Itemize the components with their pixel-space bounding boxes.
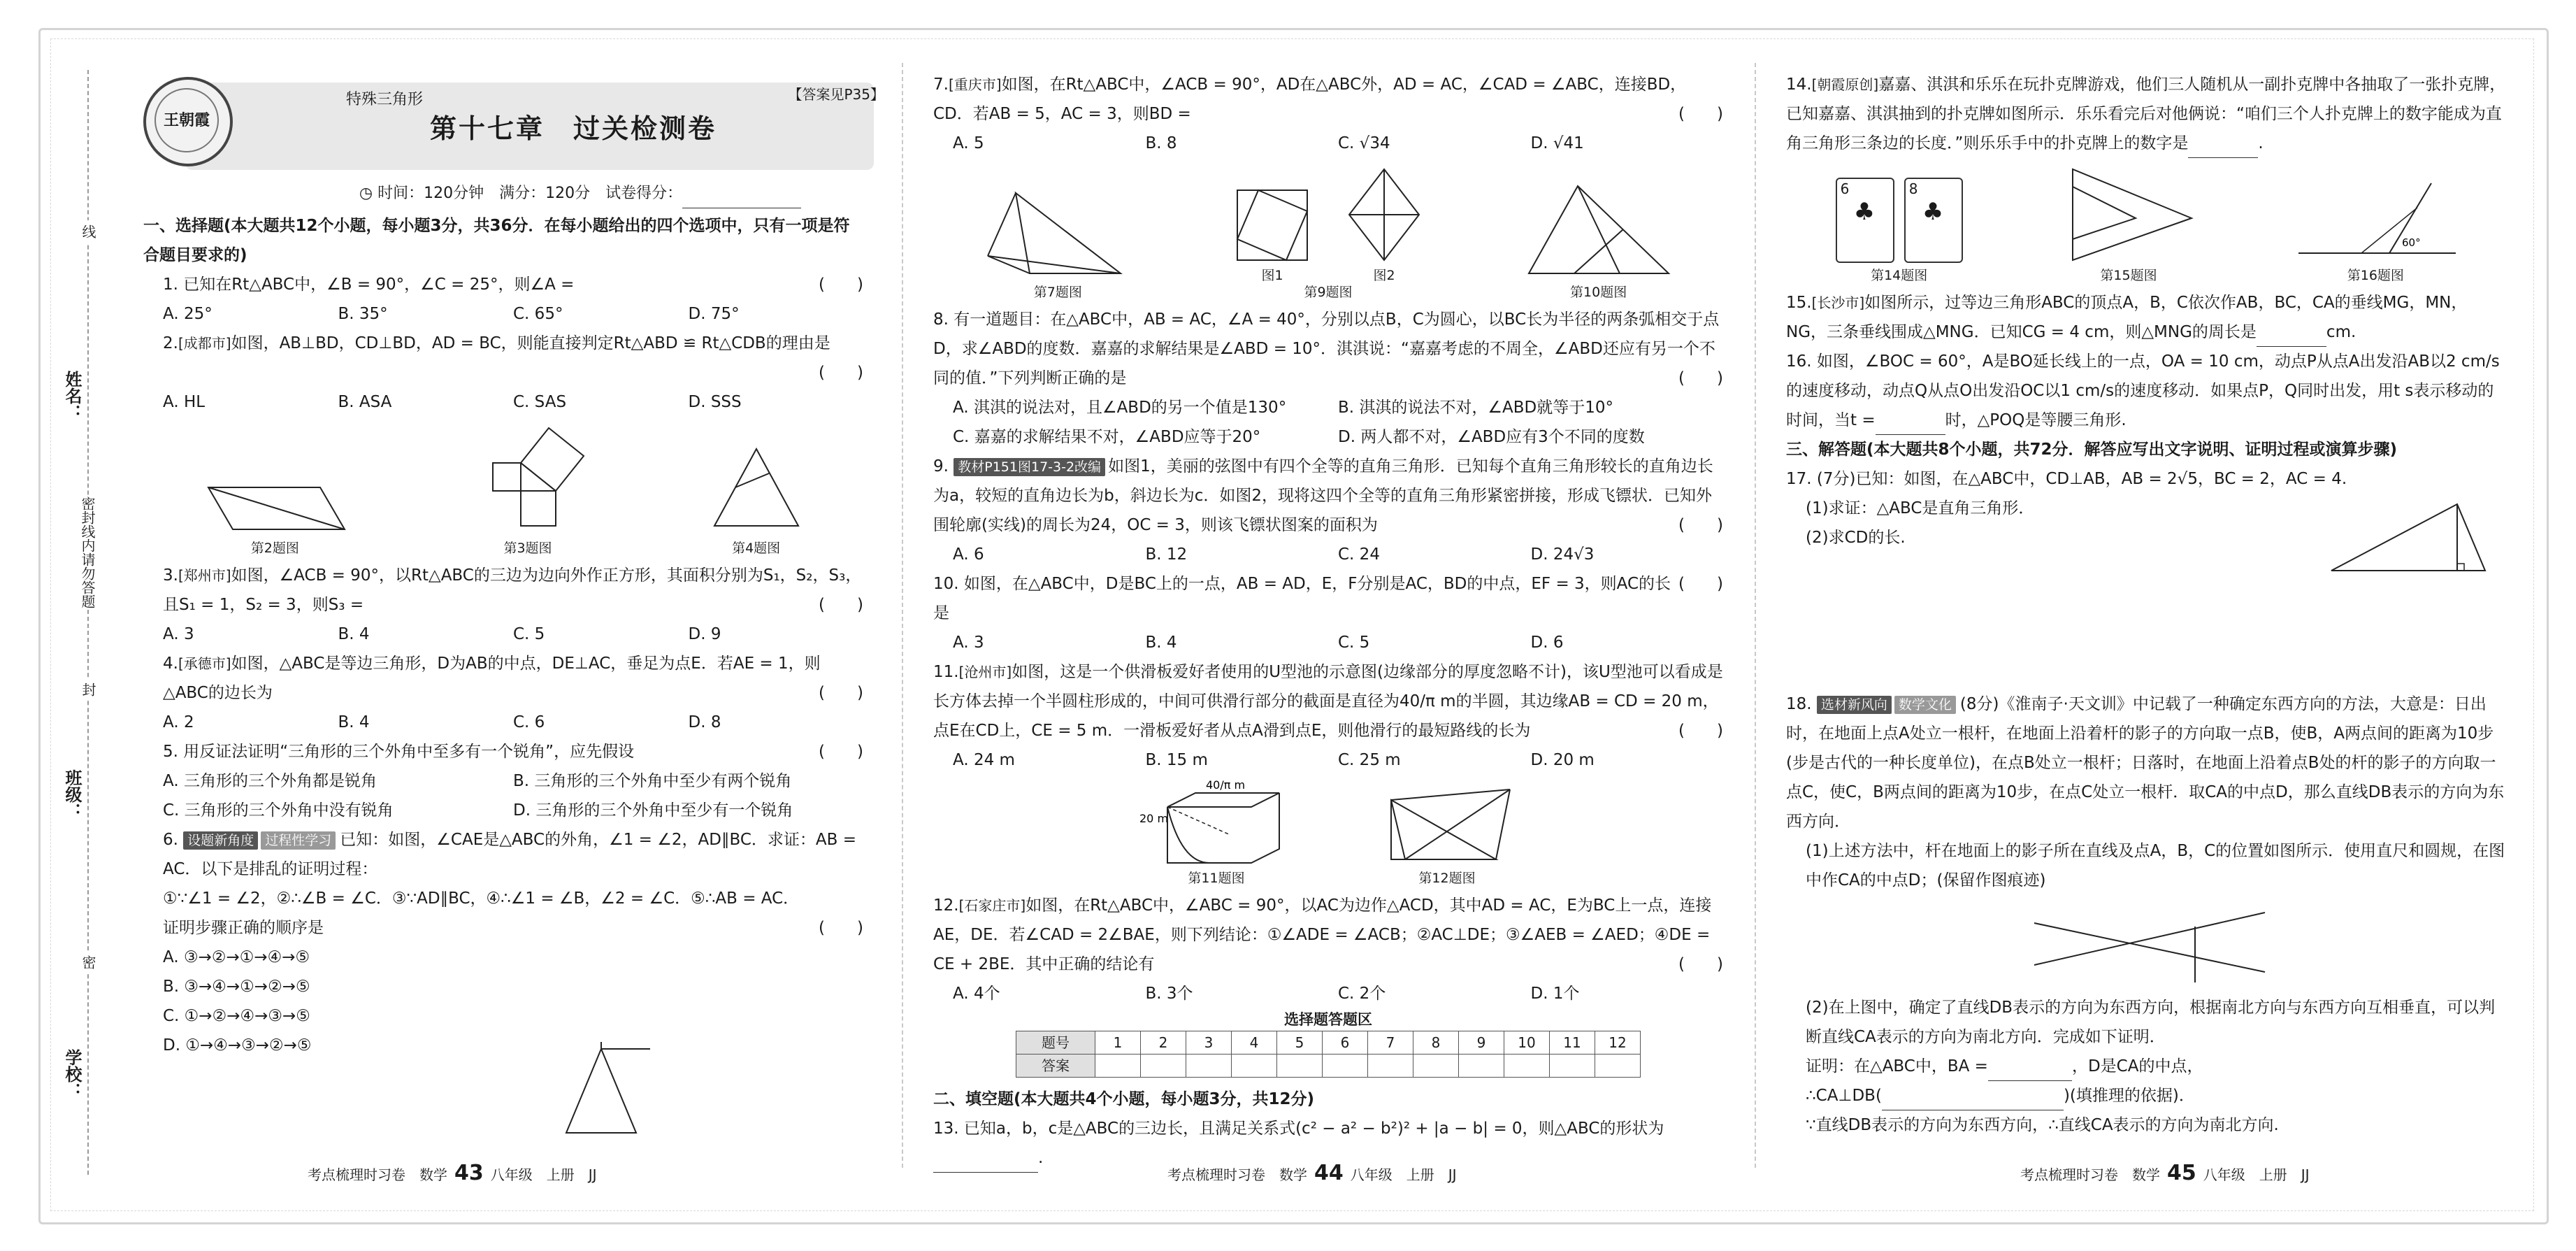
tag-badge: 设题新角度 [183,831,258,850]
proof-line-2: ∴CA⊥DB( )(填推理的依据)． [1786,1081,2506,1110]
question-4-options [143,708,863,737]
title-banner [185,83,884,170]
club-suit-icon: ♣ [1853,198,1876,226]
proof-steps: ①∵∠1 = ∠2，②∴∠B = ∠C．③∵AD∥BC，④∴∠1 = ∠B，∠2 = ∠C．⑤∴AB = AC． [163,889,800,908]
answer-table-answer-row: 答案 [1016,1055,1641,1078]
option-d[interactable]: D. 1个 [1530,985,1580,1003]
answer-space-17[interactable] [1786,585,2506,689]
page-number: 45 [2167,1161,2196,1185]
figure-q7: 第7题图 [981,179,1135,301]
figures-2-4 [143,421,863,557]
proof-line-1: 证明：在△ABC中，BA = ，D是CA的中点， [1786,1052,2506,1081]
option-a[interactable]: A. 24 m [953,751,1015,769]
option-d[interactable]: D. 6 [1530,634,1564,652]
option-c[interactable]: C. 5 [513,625,545,643]
club-suit-icon: ♣ [1922,198,1944,226]
figure-q14: 6 ♣ 8 ♣ 第14题图 [1833,178,1966,284]
option-d[interactable]: D. 9 [688,625,721,643]
answer-cell[interactable] [1504,1055,1550,1078]
question-4: 4.[承德市]如图，△ABC是等边三角形，D为AB的中点，DE⊥AC，垂足为点E．若AE = 1，则△ABC的边长为 ( ) [163,655,863,702]
binding-mark-secret: 密 [78,951,99,973]
option-a[interactable]: A. 三角形的三个外角都是锐角 [163,772,377,790]
question-7: 7.[重庆市]如图，在Rt△ABC中，∠ACB = 90°，AD在△ABC外，AD = AC，∠CAD = ∠ABC，连接BD，CD．若AB = 5，AC = 3，则BD = ( ) [933,76,1723,123]
question-11-options [933,745,1723,775]
option-a[interactable]: A. ③→②→①→④→⑤ [163,948,310,966]
question-5-options [143,766,863,825]
clock-icon: ◷ [359,185,378,202]
answer-blank[interactable] [1988,1062,2072,1081]
option-a[interactable]: A. 3 [163,625,194,643]
answer-cell[interactable] [1277,1055,1323,1078]
question-8-options [933,393,1723,452]
question-12-options [933,979,1723,1008]
answer-table-header-row: 题号 1 2 3 4 5 6 7 8 9 10 11 12 [1016,1031,1641,1055]
option-b[interactable]: B. 4 [1145,634,1177,652]
chapter-title: 第十七章 过关检测卷 [430,113,717,144]
answer-cell[interactable] [1141,1055,1186,1078]
tag-badge: 数学文化 [1894,696,1956,714]
page-separator [902,63,903,1168]
figure-q11: 40/π m 20 m 第11题图 [1139,779,1293,887]
option-c[interactable]: C. 24 [1338,545,1380,564]
question-9-options [933,540,1723,569]
page-footer-45: 考点梳理时习卷 数学 45 八年级 上册 JJ [2020,1161,2310,1185]
question-16: 16. 如图，∠BOC = 60°，A是BO延长线上的一点，OA = 10 cm，动点P从点A出发沿AB以2 cm/s的速度移动，动点Q从点O出发沿OC以1 cm/s的速度移动．如果点P，Q同时出发，用t s表示移动的时间，当t = 时，△POQ是等腰三角形. [1786,347,2506,435]
section-heading: 三、解答题(本大题共8个小题，共72分．解答应写出文字说明、证明过程或演算步骤) [1786,441,2398,459]
question-9: 9. 教材P151图17-3-2改编 如图1，美丽的弦图中有四个全等的直角三角形．已知每个直角三角形较长的直角边长为a，较短的直角边长为b，斜边长为c．如图2，现将这四个全等的直角三角形紧密拼接，形成飞镖状．已知外围轮廓(实线)的周长为24，OC = 3，则该飞镖状图案的面积为 ( ) [933,457,1723,534]
dimension-label: 40/π m [1206,779,1246,792]
option-a[interactable]: A. 25° [163,305,213,323]
school-label: 学校： [62,1049,82,1099]
answer-blank[interactable] [2257,328,2326,347]
page-number: 43 [454,1161,484,1185]
answer-cell[interactable] [1323,1055,1368,1078]
option-b[interactable]: B. ASA [338,393,392,411]
figure-q2: 第2题图 [194,463,355,557]
option-c[interactable]: C. 三角形的三个外角中没有锐角 [163,801,394,820]
option-b[interactable]: B. 35° [338,305,388,323]
page-footer-44: 考点梳理时习卷 数学 44 八年级 上册 JJ [1167,1161,1457,1185]
option-d[interactable]: D. 三角形的三个外角中至少有一个锐角 [513,801,793,820]
option-c[interactable]: C. 6 [513,713,545,731]
page-number: 44 [1314,1161,1344,1185]
tag-badge: 选材新风向 [1817,696,1892,714]
score-blank[interactable] [682,190,801,208]
question-6-body [143,884,863,1060]
option-d[interactable]: D. ①→④→③→②→⑤ [163,1036,312,1055]
answer-cell[interactable] [1232,1055,1277,1078]
option-d[interactable]: D. 24√3 [1530,545,1595,564]
binding-note: 密封线内请勿答题 [79,496,96,608]
option-a[interactable]: A. 5 [953,134,984,152]
figure-q4: 第4题图 [700,442,812,557]
question-17-body: (1)求证：△ABC是直角三角形． (2)求CD的长. [1786,494,2506,585]
question-18-part-2: (2)在上图中，确定了直线DB表示的方向为东西方向，根据南北方向与东西方向互相垂直，可以判断直线CA表示的方向为南北方向．完成如下证明． [1806,999,2496,1046]
question-1-options [143,299,863,329]
question-14: 14.[朝霞原创]嘉嘉、淇淇和乐乐在玩扑克牌游戏，他们三人随机从一副扑克牌中各抽取了一张扑克牌，已知嘉嘉、淇淇抽到的扑克牌如图所示．乐乐看完后对他俩说：“咱们三个人扑克牌上的数字能成为直角三角形三条边的长度．”则乐乐手中的扑克牌上的数字是 . [1786,70,2506,158]
name-label: 姓名： [62,371,82,421]
proof-line-3: ∵直线DB表示的方向为东西方向，∴直线CA表示的方向为南北方向. [1806,1116,2279,1134]
page-separator [1755,63,1756,1168]
answer-cell[interactable] [1595,1055,1641,1078]
answer-cell[interactable] [1186,1055,1232,1078]
question-6: 6. 设题新角度 过程性学习 已知：如图，∠CAE是△ABC的外角，∠1 = ∠2，AD∥BC．求证：AB = AC．以下是排乱的证明过程： [163,831,856,878]
option-c[interactable]: C. SAS [513,393,567,411]
publisher-logo [143,77,233,166]
question-7-options [933,129,1723,158]
class-label: 班级： [62,769,82,820]
option-b[interactable]: B. 8 [1145,134,1177,152]
option-d[interactable]: D. 20 m [1530,751,1595,769]
answer-table-caption: 选择题答题区 [1284,1011,1372,1028]
question-13: 13. 已知a，b，c是△ABC的三边长，且满足关系式(c² − a² − b²)² + |a − b| = 0，则△ABC的形状为. [933,1114,1723,1173]
question-10: ( ) 10. 如图，在△ABC中，D是BC上的一点，AB = AD，E，F分别是AC，BD的中点，EF = 3，则AC的长是 [933,575,1723,622]
logo-text: 王朝霞 [154,88,219,152]
tag-badge: 过程性学习 [261,831,336,850]
page-45 [1786,70,2506,1140]
option-b[interactable]: B. 15 m [1145,751,1208,769]
option-c[interactable]: C. √34 [1338,134,1390,152]
option-d[interactable]: D. 8 [688,713,721,731]
playing-card: 6 ♣ [1836,178,1894,263]
option-a[interactable]: A. 淇淇的说法对，且∠ABD的另一个值是130° [953,399,1287,417]
option-d[interactable]: D. 75° [688,305,740,323]
figure-q12: 第12题图 [1377,786,1517,887]
angle-label: 60° [2402,236,2421,249]
option-a[interactable]: A. 3 [953,634,984,652]
question-2: 2.[成都市]如图，AB⊥BD，CD⊥BD，AD = BC，则能直接判定Rt△ABD ≌ Rt△CDB的理由是 ( ) [163,334,863,382]
exam-info: ◷ 时间：120分钟 满分：120分 试卷得分： [297,179,863,208]
playing-card: 8 ♣ [1904,178,1963,263]
option-c[interactable]: C. 5 [1338,634,1370,652]
question-18-part-1: (1)上述方法中，杆在地面上的影子所在直线及点A，B，C的位置如图所示．使用直尺和圆规，在图中作CA的中点D；(保留作图痕迹) [1806,842,2505,889]
figure-q17 [2324,494,2506,585]
figures-7-10 [933,162,1723,301]
figure-q16: 60° 第16题图 [2291,176,2459,284]
option-c[interactable]: C. 65° [513,305,563,323]
question-8: 8. 有一道题目：在△ABC中，AB = AC，∠A = 40°，分别以点B，C为圆心，以BC长为半径的两条弧相交于点D，求∠ABD的度数．嘉嘉的求解结果是∠ABD = 10°．淇淇说：“嘉嘉考虑的不周全，∠ABD还应有另一个不同的值．”下列判断正确的是 ( ) [933,310,1723,387]
option-d[interactable]: D. √41 [1530,134,1584,152]
binding-mark-seal: 封 [78,678,99,701]
answer-blank[interactable] [933,1154,1038,1173]
question-18: 18. 选材新风向 数学文化 (8分)《淮南子·天文训》中记载了一种确定东西方向的方法，大意是：日出时，在地面上点A处立一根杆，在地面上沿着杆的影子的方向取一点B，使B，A两点间的距离为10步(步是古代的一种长度单位)，在点B处立一根杆；日落时，在地面上沿着点B处的杆的影子的方向取一点C，使C，B两点间的距离为10步，在点C处立一根杆．取CA的中点D，那么直线DB表示的方向为东西方向． [1786,695,2505,831]
figures-14-16 [1786,162,2506,284]
question-10-options [933,628,1723,657]
figure-q6 [545,1042,657,1140]
question-1: ( ) 1. 已知在Rt△ABC中，∠B = 90°，∠C = 25°，则∠A = [163,276,863,294]
answer-blank[interactable] [2188,139,2258,158]
dimension-label: 20 m [1139,812,1169,825]
option-b[interactable]: B. 3个 [1145,985,1193,1003]
option-b[interactable]: B. 12 [1145,545,1188,564]
answer-table [1016,1031,1641,1078]
answer-cell[interactable] [1459,1055,1504,1078]
figure-q18 [2020,902,2272,986]
question-5: ( ) 5. 用反证法证明“三角形的三个外角中至多有一个锐角”，应先假设 [163,743,863,761]
option-c[interactable]: C. ①→②→④→③→⑤ [163,1007,310,1025]
figures-11-12 [933,779,1723,887]
option-a[interactable]: A. 2 [163,713,194,731]
answer-cell[interactable] [1095,1055,1141,1078]
option-c[interactable]: C. 2个 [1338,985,1386,1003]
page-43 [143,70,884,1060]
answer-cell[interactable] [1368,1055,1413,1078]
answer-blank[interactable] [1882,1092,2064,1110]
figure-q3: 第3题图 [458,421,598,557]
option-c[interactable]: C. 25 m [1338,751,1401,769]
chapter-subtitle: 特殊三角形 [346,91,424,108]
question-12: 12.[石家庄市]如图，在Rt△ABC中，∠ABC = 90°，以AC为边作△ACD，其中AD = AC，E为BC上一点，连接AE，DE．若∠CAD = 2∠BAE，则下列结论：①∠ADE = ∠ACB；②AC⊥DE；③∠AEB = ∠AED；④DE = CE + 2BE．其中正确的结论有 ( ) [933,896,1723,973]
question-3-options [143,620,863,649]
binding-mark-line: 线 [78,220,99,243]
option-b[interactable]: B. ③→④→①→②→⑤ [163,978,310,996]
option-d[interactable]: D. SSS [688,393,742,411]
option-c[interactable]: C. 嘉嘉的求解结果不对，∠ABD应等于20° [953,428,1261,446]
question-11: 11.[沧州市]如图，这是一个供滑板爱好者使用的U型池的示意图(边缘部分的厚度忽略不计)，该U型池可以看成是长方体去掉一个半圆柱形成的，中间可供滑行部分的截面是直径为40/π m的半圆，其边缘AB = CD = 20 m，点E在CD上，CE = 5 m．一滑板爱好者从点A滑到点E，则他滑行的最短路线的长为 ( ) [933,663,1723,740]
option-a[interactable]: A. 4个 [953,985,1000,1003]
chapter-header [143,70,884,175]
answer-cell[interactable] [1550,1055,1595,1078]
answer-cell[interactable] [1413,1055,1459,1078]
question-6-options [143,943,863,1060]
question-15: 15.[长沙市]如图所示，过等边三角形ABC的顶点A，B，C依次作AB，BC，CA的垂线MG，MN，NG，三条垂线围成△MNG．已知CG = 4 cm，则△MNG的周长是 cm. [1786,288,2506,347]
page-footer-43: 考点梳理时习卷 数学 43 八年级 上册 JJ [308,1161,597,1185]
question-2-options [143,387,863,417]
option-b[interactable]: B. 4 [338,713,370,731]
section-heading: 二、填空题(本大题共4个小题，每小题3分，共12分) [933,1090,1315,1108]
question-6-ask: ( ) 证明步骤正确的顺序是 [163,919,863,937]
question-17: 17. (7分)已知：如图，在△ABC中，CD⊥AB，AB = 2√5，BC = 2，AC = 4. [1786,470,2347,488]
question-3: 3.[郑州市]如图，∠ACB = 90°，以Rt△ABC的三边为边向外作正方形，其面积分别为S₁，S₂，S₃，且S₁ = 1，S₂ = 3，则S₃ = ( ) [163,566,863,614]
option-a[interactable]: A. 6 [953,545,984,564]
figure-q9: 图1 图2 第9题图 [1230,162,1426,301]
option-b[interactable]: B. 三角形的三个外角中至少有两个锐角 [513,772,792,790]
binding-sidebar [56,70,126,1175]
option-b[interactable]: B. 4 [338,625,370,643]
option-d[interactable]: D. 两人都不对，∠ABD应有3个不同的度数 [1338,428,1645,446]
option-a[interactable]: A. HL [163,393,206,411]
page-44 [933,70,1723,1173]
option-b[interactable]: B. 淇淇的说法不对，∠ABD就等于10° [1338,399,1614,417]
figure-q15: 第15题图 [2059,162,2199,284]
answer-blank[interactable] [1876,416,1945,435]
tag-badge: 教材P151图17-3-2改编 [954,458,1105,476]
answer-reference: 【答案见P35】 [788,86,884,103]
figure-q10: 第10题图 [1522,179,1676,301]
section-heading: 一、选择题(本大题共12个小题，每小题3分，共36分．在每小题给出的四个选项中，只有一项是符合题目要求的) [143,217,850,264]
